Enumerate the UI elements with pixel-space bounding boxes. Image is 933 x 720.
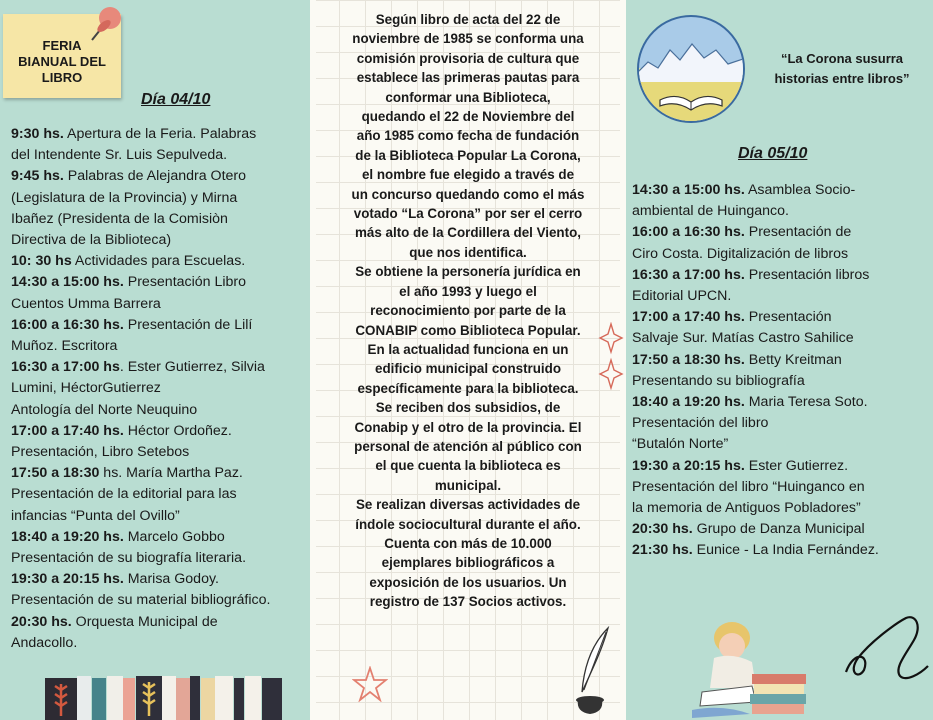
line-text: “Butalón Norte” xyxy=(632,436,729,453)
schedule-line xyxy=(632,413,879,434)
schedule-line xyxy=(632,307,879,328)
line-text: Héctor Ordoñez. xyxy=(123,422,232,439)
schedule-line xyxy=(11,484,270,505)
line-text: Marcelo Gobbo xyxy=(123,528,225,545)
time-label: 19:30 a 20:15 hs. xyxy=(632,457,745,474)
line-text: Presentación, Libro Setebos xyxy=(11,444,190,461)
history-line: ejemplares bibliográficos a xyxy=(381,555,555,571)
history-line: de la Biblioteca Popular La Corona, xyxy=(355,147,581,163)
line-text: Presentación Libro xyxy=(123,274,247,291)
schedule-line xyxy=(11,612,270,633)
time-label: 18:40 a 19:20 hs. xyxy=(11,528,124,545)
girl-reading-illustration xyxy=(692,618,810,720)
history-line: un concurso quedando como el más xyxy=(351,186,585,202)
swirl-doodle-icon xyxy=(842,610,932,684)
schedule-line xyxy=(11,463,270,484)
slogan-line: historias entre libros” xyxy=(774,71,910,86)
line-text: Directiva de la Biblioteca) xyxy=(11,232,172,249)
time-label: 16:30 a 17:00 hs. xyxy=(632,266,745,283)
note-title-line: LIBRO xyxy=(41,70,83,85)
time-label: 16:30 a 17:00 hs xyxy=(11,359,120,376)
time-label: 17:50 a 18:30 xyxy=(11,465,100,482)
schedule-line xyxy=(11,357,270,378)
schedule-line xyxy=(11,230,270,251)
schedule-line xyxy=(632,244,879,265)
line-text: ambiental de Huinganco. xyxy=(632,203,789,220)
history-line: establece las primeras pautas para xyxy=(356,70,580,86)
line-text: Presentación de su biografía literaria. xyxy=(11,550,247,567)
line-text: Ester Gutierrez. xyxy=(744,457,849,474)
time-label: 20:30 hs. xyxy=(11,613,72,630)
schedule-line xyxy=(632,540,879,561)
time-label: 17:00 a 17:40 hs. xyxy=(632,309,745,326)
line-text: Presentación libros xyxy=(744,266,870,283)
history-line: edificio municipal construido xyxy=(375,361,561,377)
time-label: 14:30 a 15:00 hs. xyxy=(11,274,124,291)
history-line: noviembre de 1985 se conforma una xyxy=(352,31,584,47)
line-text: Grupo de Danza Municipal xyxy=(692,521,865,538)
schedule-line xyxy=(11,633,270,654)
schedule-line xyxy=(11,315,270,336)
note-title xyxy=(3,38,121,86)
divider-left xyxy=(310,0,316,720)
line-text: Presentación de xyxy=(744,224,852,241)
schedule-line xyxy=(632,392,879,413)
schedule-line xyxy=(11,336,270,357)
sparkle-doodle-icon xyxy=(598,322,624,392)
history-line: quedando el 22 de Noviembre del xyxy=(361,109,575,125)
schedule-line xyxy=(11,251,270,272)
schedule-line xyxy=(632,434,879,455)
schedule-line xyxy=(632,477,879,498)
schedule-line xyxy=(11,400,270,421)
mountain-book-emblem xyxy=(636,14,746,124)
history-line: el año 1993 y luego el xyxy=(399,283,537,299)
schedule-line xyxy=(11,378,270,399)
line-text: Presentación de Lilí xyxy=(123,316,253,333)
line-text: infancias “Punta del Ovillo” xyxy=(11,507,180,524)
schedule-line xyxy=(11,527,270,548)
schedule-line xyxy=(11,124,270,145)
note-title-line: FERIA xyxy=(42,38,82,53)
schedule-line xyxy=(632,371,879,392)
line-text: Cuentos Umma Barrera xyxy=(11,295,161,312)
time-label: 14:30 a 15:00 hs. xyxy=(632,182,745,198)
line-text: . Ester Gutierrez, Silvia xyxy=(119,359,265,376)
line-text: Apertura de la Feria. Palabras xyxy=(63,126,257,142)
history-line: votado “La Corona” por ser el cerro xyxy=(353,206,583,222)
line-text: (Legislatura de la Provincia) y Mirna xyxy=(11,189,238,206)
line-text: Andacollo. xyxy=(11,634,78,651)
schedule-line xyxy=(11,548,270,569)
time-label: 21:30 hs. xyxy=(632,542,693,559)
schedule-line xyxy=(632,222,879,243)
book-spines-illustration xyxy=(0,674,313,720)
push-pin-icon xyxy=(86,2,126,42)
schedule-line xyxy=(632,328,879,349)
history-line: Según libro de acta del 22 de xyxy=(375,12,561,27)
schedule-line xyxy=(11,421,270,442)
line-text: Maria Teresa Soto. xyxy=(744,394,868,411)
time-label: 19:30 a 20:15 hs. xyxy=(11,571,124,588)
schedule-line xyxy=(11,188,270,209)
schedule-line xyxy=(11,145,270,166)
schedule-line xyxy=(632,265,879,286)
schedule-line xyxy=(11,272,270,293)
schedule-line xyxy=(632,456,879,477)
line-text: Actividades para Escuelas. xyxy=(71,253,246,270)
schedule-line xyxy=(11,506,270,527)
time-label: 18:40 a 19:20 hs. xyxy=(632,394,745,411)
history-line: año 1985 como fecha de fundación xyxy=(356,128,580,144)
line-text: Lumini, HéctorGutierrez xyxy=(11,380,161,397)
history-line: reconocimiento por parte de la xyxy=(370,303,566,319)
schedule-line xyxy=(11,590,270,611)
history-line: específicamente para la biblioteca. xyxy=(357,380,579,396)
schedule-line xyxy=(11,294,270,315)
history-line: que nos identifica. xyxy=(409,244,527,260)
slogan xyxy=(756,49,928,89)
schedule-line xyxy=(11,442,270,463)
line-text: Muñoz. Escritora xyxy=(11,338,118,355)
line-text: Presentación del libro xyxy=(632,415,769,432)
line-text: Editorial UPCN. xyxy=(632,288,732,305)
history-line: Se obtiene la personería jurídica en xyxy=(355,264,581,280)
schedule-line xyxy=(11,569,270,590)
history-line: más alto de la Cordillera del Viento, xyxy=(355,225,581,241)
schedule-line xyxy=(632,286,879,307)
schedule-line xyxy=(632,350,879,371)
line-text: Salvaje Sur. Matías Castro Sahilice xyxy=(632,330,854,347)
day-title-right: Día 05/10 xyxy=(738,145,808,162)
line-text: Presentando su bibliografía xyxy=(632,372,805,389)
note-title-line: BIANUAL DEL xyxy=(18,54,106,69)
slogan-line: “La Corona susurra xyxy=(780,51,904,66)
schedule-line xyxy=(11,166,270,187)
time-label: 9:45 hs. xyxy=(11,168,64,185)
history-line: exposición de los usuarios. Un xyxy=(369,574,567,590)
quill-inkpot-icon xyxy=(572,626,622,716)
line-text: Presentación de su material bibliográfico. xyxy=(11,592,271,609)
schedule-left xyxy=(11,124,270,654)
history-text xyxy=(319,10,617,612)
time-label: 16:00 a 16:30 hs. xyxy=(632,224,745,241)
line-text: Eunice - La India Fernández. xyxy=(692,542,879,559)
line-text: Betty Kreitman xyxy=(744,351,842,368)
history-line: índole sociocultural durante el año. xyxy=(355,516,581,532)
line-text: Presentación xyxy=(744,309,832,326)
day-title-left: Día 04/10 xyxy=(141,91,211,108)
history-line: registro de 137 Socios activos. xyxy=(369,594,567,610)
star-doodle-icon xyxy=(352,666,388,702)
line-text: Palabras de Alejandra Otero xyxy=(63,168,247,185)
history-line: Se realizan diversas actividades de xyxy=(355,497,581,513)
schedule-line xyxy=(632,519,879,540)
time-label: 10: 30 hs xyxy=(11,253,72,270)
schedule-line xyxy=(632,201,879,222)
history-line: CONABIP como Biblioteca Popular. xyxy=(355,322,581,338)
time-label: 17:00 a 17:40 hs. xyxy=(11,422,124,439)
history-line: conformar una Biblioteca, xyxy=(385,89,551,105)
line-text: Orquesta Municipal de xyxy=(71,613,218,630)
history-line: el que cuenta la biblioteca es xyxy=(375,458,561,474)
line-text: Antología del Norte Neuquino xyxy=(11,401,198,418)
line-text: del Intendente Sr. Luis Sepulveda. xyxy=(11,147,228,164)
history-line: Cuenta con más de 10.000 xyxy=(384,535,552,551)
time-label: 17:50 a 18:30 hs. xyxy=(632,351,745,368)
line-text: la memoria de Antiguos Pobladores” xyxy=(632,500,861,517)
line-text: Ibañez (Presidenta de la Comisiòn xyxy=(11,210,228,227)
line-text: Presentación del libro “Huinganco en xyxy=(632,478,865,495)
time-label: 16:00 a 16:30 hs. xyxy=(11,316,124,333)
history-line: Se reciben dos subsidios, de xyxy=(375,400,561,416)
history-line: el nombre fue elegido a través de xyxy=(361,167,575,183)
schedule-line xyxy=(11,209,270,230)
line-text: Ciro Costa. Digitalización de libros xyxy=(632,245,849,262)
history-line: Conabip y el otro de la provincia. El xyxy=(354,419,582,435)
line-text: Asamblea Socio- xyxy=(744,182,856,198)
schedule-right xyxy=(632,180,879,562)
time-label: 20:30 hs. xyxy=(632,521,693,538)
schedule-line xyxy=(632,180,879,201)
line-text: Marisa Godoy. xyxy=(123,571,219,588)
schedule-line xyxy=(632,498,879,519)
history-line: personal de atención al público con xyxy=(354,438,582,454)
line-text: hs. María Martha Paz. xyxy=(99,465,243,482)
line-text: Presentación de la editorial para las xyxy=(11,486,237,503)
history-line: comisión provisoria de cultura que xyxy=(356,50,580,66)
time-label: 9:30 hs. xyxy=(11,126,64,142)
history-line: En la actualidad funciona en un xyxy=(367,341,569,357)
history-line: municipal. xyxy=(434,477,502,493)
